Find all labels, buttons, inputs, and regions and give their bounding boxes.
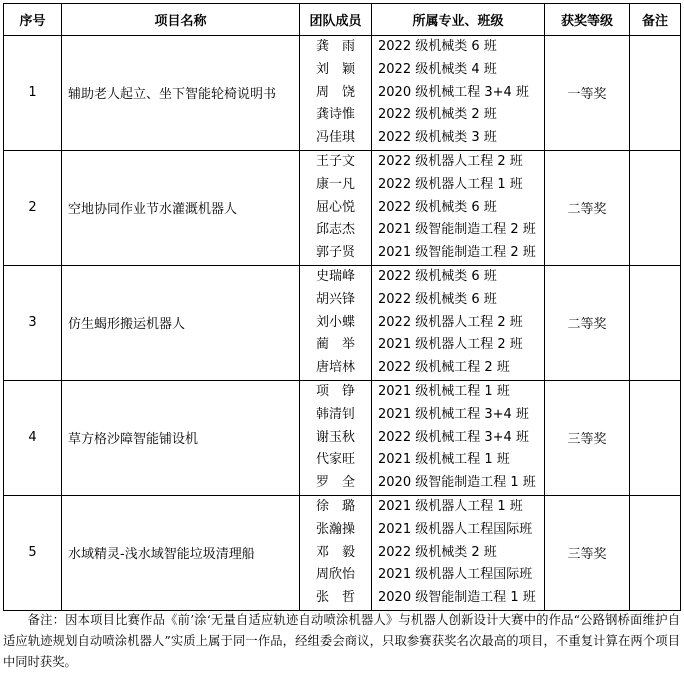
member-name: 康一凡: [315, 176, 355, 192]
member-name: 周 饶: [315, 84, 355, 100]
major-class: 2021 级机械工程 3+4 班: [378, 406, 529, 422]
header-project: 项目名称: [62, 4, 300, 36]
major-class: 2022 级机械工程 3+4 班: [378, 429, 529, 445]
table-body: [4, 36, 681, 611]
member-name: 罗 全: [315, 475, 355, 491]
member-name: 周欣怡: [315, 567, 355, 583]
major-class: 2021 级机械工程 1 班: [378, 383, 510, 399]
major-class: 2021 级机器人工程 2 班: [378, 337, 523, 353]
team-members: [300, 150, 372, 265]
member-name: 张 哲: [315, 590, 355, 606]
major-class: 2021 级智能制造工程 2 班: [378, 245, 536, 261]
remark-cell: [630, 36, 681, 151]
award-level: 三等奖: [545, 495, 630, 610]
table-row: [4, 36, 681, 151]
member-name: 邓 毅: [315, 544, 355, 560]
major-class-list: [372, 495, 545, 610]
award-level: 三等奖: [545, 380, 630, 495]
member-name: 龚诗惟: [315, 107, 355, 123]
award-level: 二等奖: [545, 150, 630, 265]
major-class-list: [372, 265, 545, 380]
team-members: [300, 265, 372, 380]
major-class: 2022 级机械类 6 班: [378, 39, 497, 54]
major-class: 2022 级机械类 3 班: [378, 130, 497, 146]
header-award: 获奖等级: [545, 4, 630, 36]
member-name: 韩清钊: [315, 406, 355, 422]
member-name: 王子文: [315, 153, 355, 169]
remark-cell: [630, 495, 681, 610]
header-members: 团队成员: [300, 4, 372, 36]
footnote: 备注：因本项目比赛作品《前’涂‘无量自适应轨迹自动喷涂机器人》与机器人创新设计大赛中的作品“公路钢桥面维护自适应轨迹规划自动喷涂机器人”实质上属于同一作品，经组委会商议，只取参赛获奖名次最高的项目，不重复计算在两个项目中同时获奖。: [3, 613, 680, 669]
header-row: [4, 4, 681, 36]
major-class: 2021 级机器人工程 1 班: [378, 498, 523, 514]
header-remark: 备注: [630, 4, 681, 36]
member-name: 郭子贤: [315, 245, 355, 261]
major-class-list: [372, 380, 545, 495]
major-class-list: [372, 150, 545, 265]
remark-cell: [630, 150, 681, 265]
major-class: 2022 级机械类 2 班: [378, 544, 497, 560]
member-name: 谢玉秋: [315, 429, 355, 445]
major-class: 2022 级机械类 6 班: [378, 199, 497, 215]
remark-cell: [630, 265, 681, 380]
member-name: 邱志杰: [315, 222, 355, 238]
team-members: [300, 36, 372, 151]
project-name: 空地协同作业节水灌溉机器人: [62, 150, 300, 265]
major-class: 2020 级机械工程 3+4 班: [378, 84, 529, 100]
major-class: 2022 级机械类 4 班: [378, 61, 497, 77]
table-row: [4, 265, 681, 380]
row-index: 1: [4, 36, 62, 151]
major-class: 2022 级机械类 6 班: [378, 268, 497, 284]
member-name: 冯佳琪: [315, 130, 355, 146]
awards-table: [3, 3, 681, 611]
member-name: 代家旺: [315, 452, 355, 468]
row-index: 3: [4, 265, 62, 380]
award-level: 一等奖: [545, 36, 630, 151]
member-name: 刘小蝶: [315, 314, 355, 330]
table-row: [4, 150, 681, 265]
major-class: 2020 级智能制造工程 1 班: [378, 590, 536, 606]
member-name: 项 铮: [315, 383, 355, 399]
major-class: 2021 级机器人工程国际班: [378, 567, 533, 583]
major-class: 2021 级智能制造工程 2 班: [378, 222, 536, 238]
major-class: 2021 级机械工程 1 班: [378, 452, 510, 468]
member-name: 史瑞峰: [315, 268, 355, 284]
row-index: 2: [4, 150, 62, 265]
member-name: 胡兴锋: [315, 291, 355, 307]
member-name: 张瀚操: [315, 521, 355, 537]
team-members: [300, 380, 372, 495]
major-class: 2022 级机器人工程 1 班: [378, 176, 523, 192]
member-name: 龚 雨: [315, 39, 355, 54]
major-class: 2022 级机械工程 2 班: [378, 360, 510, 376]
major-class-list: [372, 36, 545, 151]
row-index: 4: [4, 380, 62, 495]
major-class: 2022 级机器人工程 2 班: [378, 153, 523, 169]
header-majors: 所属专业、班级: [372, 4, 545, 36]
member-name: 刘 颖: [315, 61, 355, 77]
member-name: 徐 璐: [315, 498, 355, 514]
award-level: 二等奖: [545, 265, 630, 380]
member-name: 屈心悦: [315, 199, 355, 215]
member-name: 蔺 举: [315, 337, 355, 353]
major-class: 2020 级智能制造工程 1 班: [378, 475, 536, 491]
project-name: 仿生蝎形搬运机器人: [62, 265, 300, 380]
row-index: 5: [4, 495, 62, 610]
major-class: 2022 级机器人工程 2 班: [378, 314, 523, 330]
table-row: [4, 380, 681, 495]
project-name: 水域精灵-浅水域智能垃圾清理船: [62, 495, 300, 610]
table-row: [4, 495, 681, 610]
major-class: 2022 级机械类 2 班: [378, 107, 497, 123]
major-class: 2021 级机器人工程国际班: [378, 521, 533, 537]
remark-cell: [630, 380, 681, 495]
project-name: 辅助老人起立、坐下智能轮椅说明书: [62, 36, 300, 151]
member-name: 唐培林: [315, 360, 355, 376]
major-class: 2022 级机械类 6 班: [378, 291, 497, 307]
project-name: 草方格沙障智能铺设机: [62, 380, 300, 495]
team-members: [300, 495, 372, 610]
header-index: 序号: [4, 4, 62, 36]
